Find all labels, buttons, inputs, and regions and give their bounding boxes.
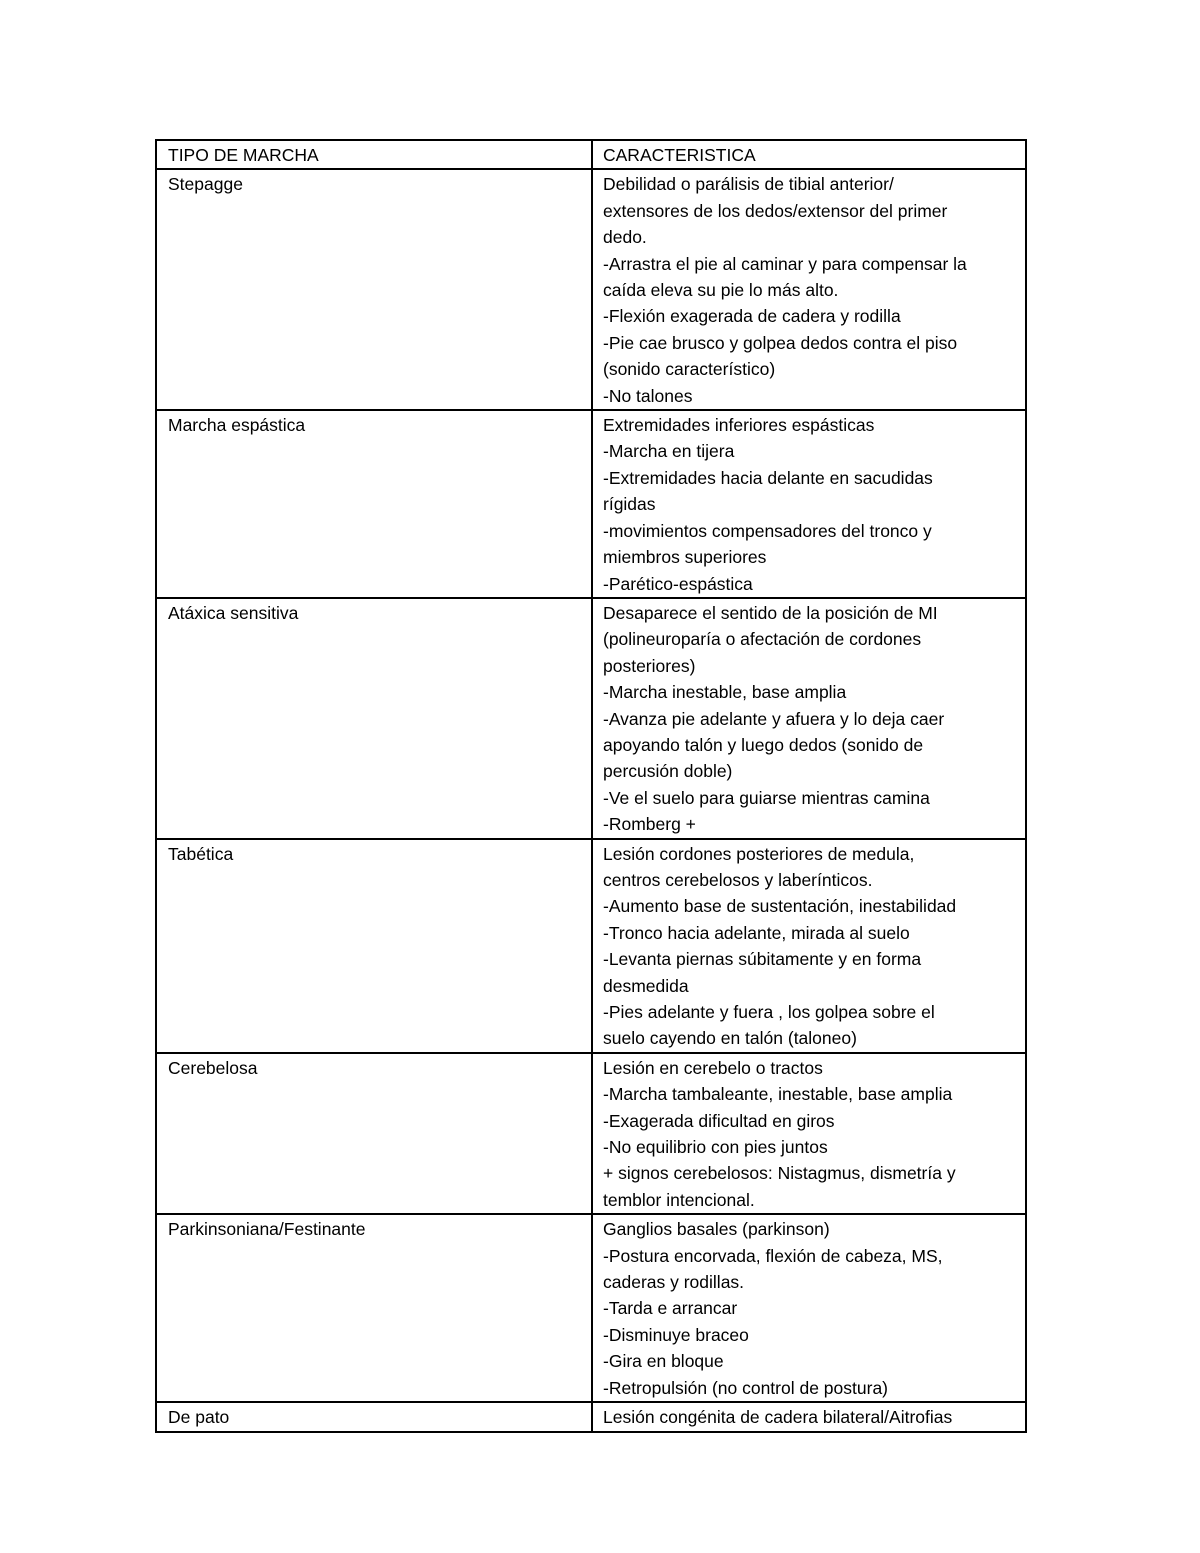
characteristic-line: -No equilibrio con pies juntos — [603, 1137, 828, 1158]
characteristic-line: -Gira en bloque — [603, 1351, 724, 1372]
gait-type-cell: De pato — [156, 1402, 592, 1431]
characteristic-line: -Exagerada dificultad en giros — [603, 1110, 835, 1131]
characteristic-line: caderas y rodillas. — [603, 1272, 745, 1293]
characteristic-line: -Aumento base de sustentación, inestabilidad — [603, 896, 957, 917]
characteristic-line: suelo cayendo en talón (taloneo) — [603, 1028, 857, 1049]
table-header-row — [156, 140, 1026, 169]
characteristic-line: -Retropulsión (no control de postura) — [603, 1377, 889, 1398]
gait-type-cell: Marcha espástica — [156, 410, 592, 598]
characteristic-line: -Tarda e arrancar — [603, 1298, 738, 1319]
header-cell-type: TIPO DE MARCHA — [156, 140, 592, 169]
table-row — [156, 1053, 1026, 1214]
characteristic-line: -Marcha en tijera — [603, 441, 735, 462]
characteristic-line: centros cerebelosos y laberínticos. — [603, 869, 873, 890]
gait-type-cell: Atáxica sensitiva — [156, 598, 592, 839]
table-row — [156, 169, 1026, 410]
table-row — [156, 839, 1026, 1053]
characteristic-line: -Flexión exagerada de cadera y rodilla — [603, 306, 901, 327]
characteristic-line: Debilidad o parálisis de tibial anterior/ — [603, 174, 894, 195]
characteristic-line: Desaparece el sentido de la posición de MI — [603, 602, 938, 623]
characteristic-line: + signos cerebelosos: Nistagmus, dismetría y — [603, 1163, 956, 1184]
gait-types-table — [155, 139, 1027, 1433]
gait-type-cell: Cerebelosa — [156, 1053, 592, 1214]
characteristic-line: apoyando talón y luego dedos (sonido de — [603, 734, 924, 755]
characteristic-line: temblor intencional. — [603, 1189, 755, 1210]
characteristic-line: posteriores) — [603, 655, 696, 676]
table-row — [156, 410, 1026, 598]
characteristic-line: extensores de los dedos/extensor del primer — [603, 200, 948, 221]
characteristic-line: -No talones — [603, 385, 693, 406]
characteristic-cell — [592, 598, 1026, 839]
table-row — [156, 1214, 1026, 1402]
characteristic-line: -Avanza pie adelante y afuera y lo deja caer — [603, 708, 945, 729]
characteristic-line: -Disminuye braceo — [603, 1324, 749, 1345]
characteristic-cell — [592, 1402, 1026, 1431]
characteristic-line: percusión doble) — [603, 761, 733, 782]
characteristic-line: -Romberg + — [603, 814, 696, 835]
characteristic-line: miembros superiores — [603, 547, 767, 568]
characteristic-line: -movimientos compensadores del tronco y — [603, 520, 932, 541]
characteristic-line: Ganglios basales (parkinson) — [603, 1219, 830, 1240]
characteristic-line: (polineuroparía o afectación de cordones — [603, 629, 922, 650]
table-row — [156, 598, 1026, 839]
header-cell-characteristic: CARACTERISTICA — [592, 140, 1026, 169]
characteristic-cell — [592, 1214, 1026, 1402]
characteristic-line: -Tronco hacia adelante, mirada al suelo — [603, 922, 910, 943]
characteristic-line: -Arrastra el pie al caminar y para compensar la — [603, 253, 967, 274]
characteristic-line: Lesión congénita de cadera bilateral/Aitrofias — [603, 1407, 953, 1428]
gait-type-cell: Parkinsoniana/Festinante — [156, 1214, 592, 1402]
characteristic-line: -Extremidades hacia delante en sacudidas — [603, 467, 933, 488]
table-body — [156, 140, 1026, 1432]
table-row — [156, 1402, 1026, 1431]
characteristic-line: rígidas — [603, 494, 656, 515]
characteristic-cell — [592, 410, 1026, 598]
characteristic-line: (sonido característico) — [603, 359, 776, 380]
characteristic-line: Lesión en cerebelo o tractos — [603, 1057, 823, 1078]
characteristic-line: -Postura encorvada, flexión de cabeza, MS, — [603, 1245, 943, 1266]
characteristic-line: -Pies adelante y fuera , los golpea sobre el — [603, 1002, 935, 1022]
characteristic-line: -Parético-espástica — [603, 573, 753, 594]
characteristic-cell — [592, 169, 1026, 410]
gait-type-cell: Stepagge — [156, 169, 592, 410]
characteristic-line: -Ve el suelo para guiarse mientras camina — [603, 787, 930, 808]
characteristic-line: dedo. — [603, 227, 647, 248]
characteristic-line: -Marcha inestable, base amplia — [603, 682, 847, 703]
characteristic-line: -Pie cae brusco y golpea dedos contra el piso — [603, 332, 958, 353]
characteristic-line: Lesión cordones posteriores de medula, — [603, 843, 915, 864]
gait-type-cell: Tabética — [156, 839, 592, 1053]
characteristic-cell — [592, 1053, 1026, 1214]
characteristic-line: Extremidades inferiores espásticas — [603, 415, 875, 436]
characteristic-line: desmedida — [603, 975, 689, 996]
characteristic-line: -Levanta piernas súbitamente y en forma — [603, 949, 922, 970]
characteristic-line: -Marcha tambaleante, inestable, base amplia — [603, 1084, 953, 1105]
characteristic-line: caída eleva su pie lo más alto. — [603, 280, 839, 301]
characteristic-cell — [592, 839, 1026, 1053]
